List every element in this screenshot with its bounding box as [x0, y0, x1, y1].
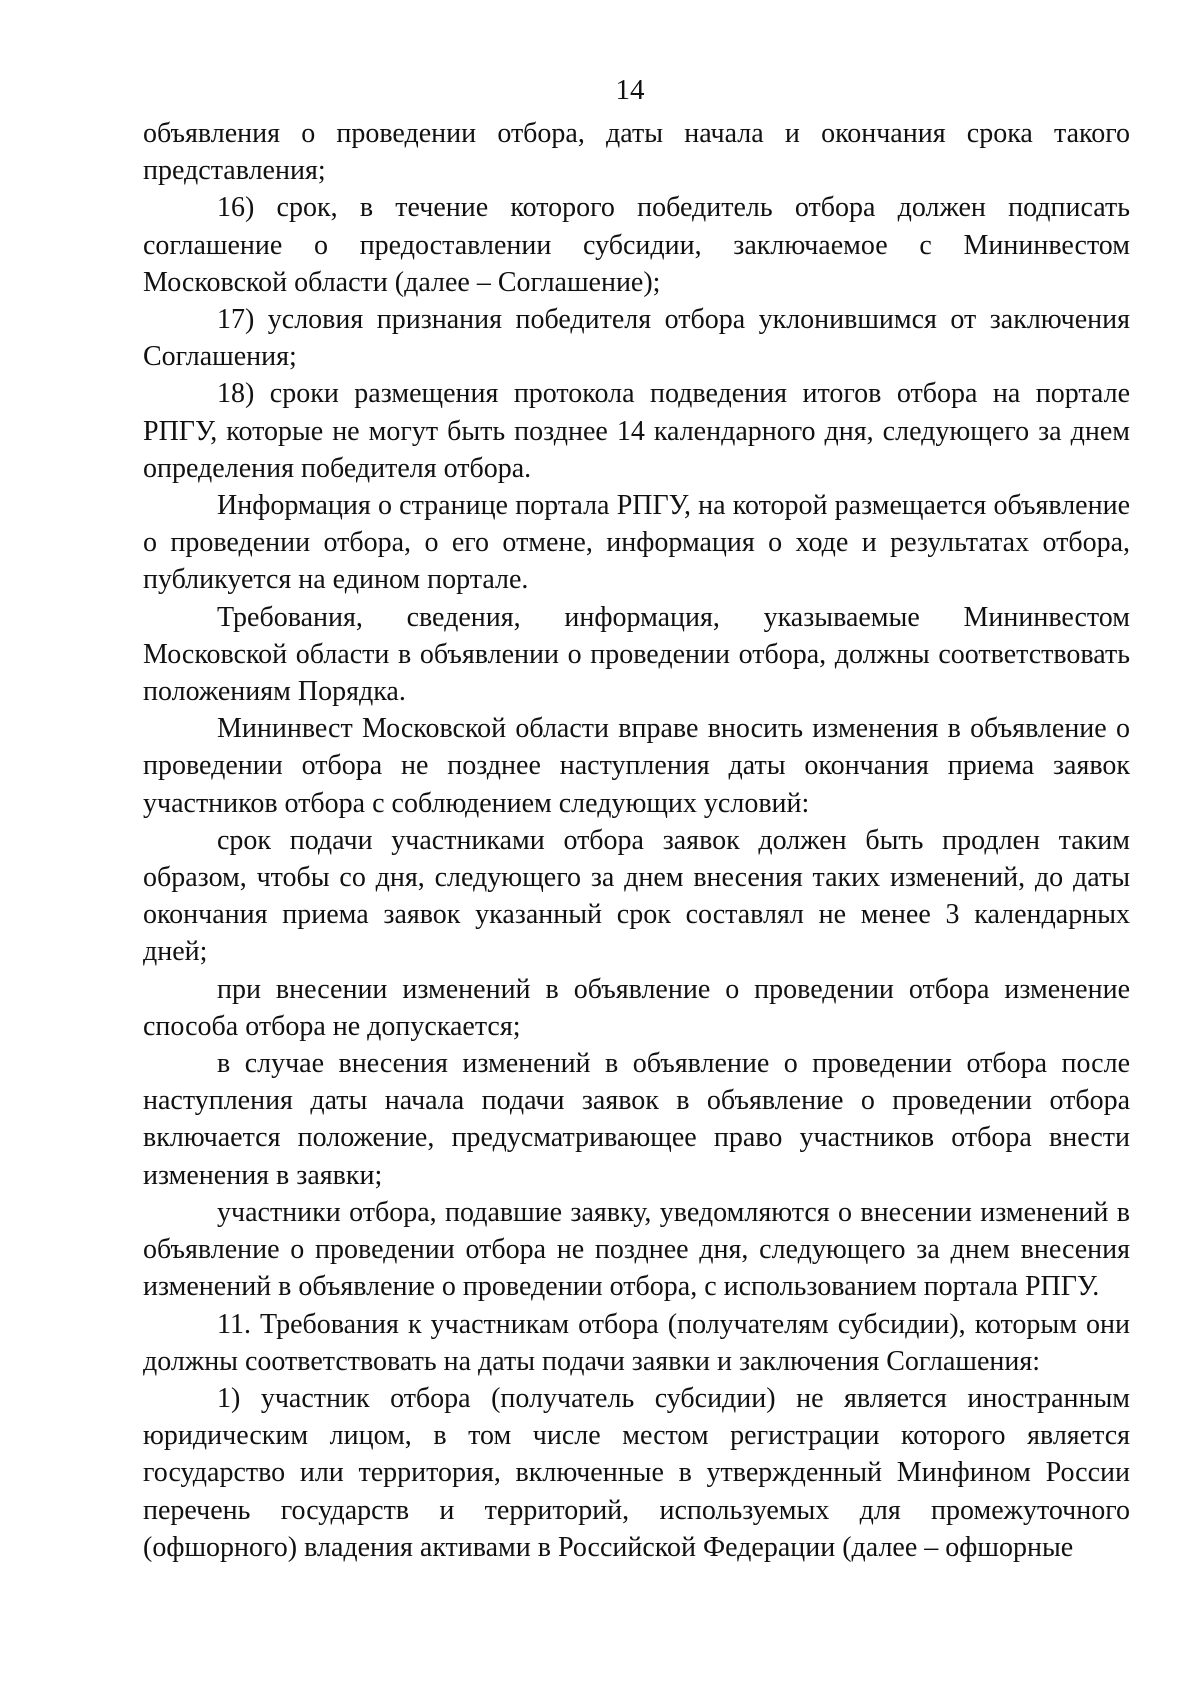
- paragraph-continuation: объявления о проведении отбора, даты начала и окончания срока такого представления;: [143, 118, 1130, 187]
- paragraph-condition-amend: в случае внесения изменений в объявление о проведении отбора после наступления даты начала подачи заявок в объявление о проведении отбора включается положение, предусматривающее право участников отбора внести изменения в заявки;: [143, 1048, 1130, 1191]
- paragraph-item-18: 18) сроки размещения протокола подведения итогов отбора на портале РПГУ, которые не могут быть позднее 14 календарного дня, следующего за днем определения победителя отбора.: [143, 378, 1130, 484]
- document-body: [143, 115, 1130, 1566]
- paragraph-condition-method: при внесении изменений в объявление о проведении отбора изменение способа отбора не допускается;: [143, 973, 1130, 1042]
- paragraph-condition-deadline: срок подачи участниками отбора заявок должен быть продлен таким образом, чтобы со дня, следующего за днем внесения таких изменений, до даты окончания приема заявок указанный срок составлял не менее 3 календарных дней;: [143, 824, 1130, 968]
- paragraph-rpgu-info: Информация о странице портала РПГУ, на которой размещается объявление о проведении отбора, о его отмене, информация о ходе и результатах отбора, публикуется на едином портале.: [143, 490, 1130, 596]
- paragraph-item-17: 17) условия признания победителя отбора уклонившимся от заключения Соглашения;: [143, 304, 1130, 373]
- paragraph-changes: Мининвест Московской области вправе вносить изменения в объявление о проведении отбора не позднее наступления даты окончания приема заявок участников отбора с соблюдением следующих условий:: [143, 713, 1130, 819]
- paragraph-item-16: 16) срок, в течение которого победитель отбора должен подписать соглашение о предоставлении субсидии, заключаемое с Мининвестом Московской области (далее – Соглашение);: [143, 192, 1130, 298]
- page-number: 14: [615, 74, 645, 106]
- paragraph-item-1: 1) участник отбора (получатель субсидии) не является иностранным юридическим лицом, в том числе местом регистрации которого является государство или территория, включенные в утвержденный Минфином России перечень государств и территорий, используемых для промежуточного (офшорного) владения активами в Российской Федерации (далее – офшорные: [143, 1382, 1130, 1563]
- paragraph-requirements: Требования, сведения, информация, указываемые Мининвестом Московской области в объявлении о проведении отбора, должны соответствовать положениям Порядка.: [143, 601, 1130, 708]
- paragraph-section-11: 11. Требования к участникам отбора (получателям субсидии), которым они должны соответствовать на даты подачи заявки и заключения Соглашения:: [143, 1308, 1130, 1377]
- paragraph-condition-notify: участники отбора, подавшие заявку, уведомляются о внесении изменений в объявление о проведении отбора не позднее дня, следующего за днем внесения изменений в объявление о проведении отбора, с использованием портала РПГУ.: [143, 1196, 1130, 1303]
